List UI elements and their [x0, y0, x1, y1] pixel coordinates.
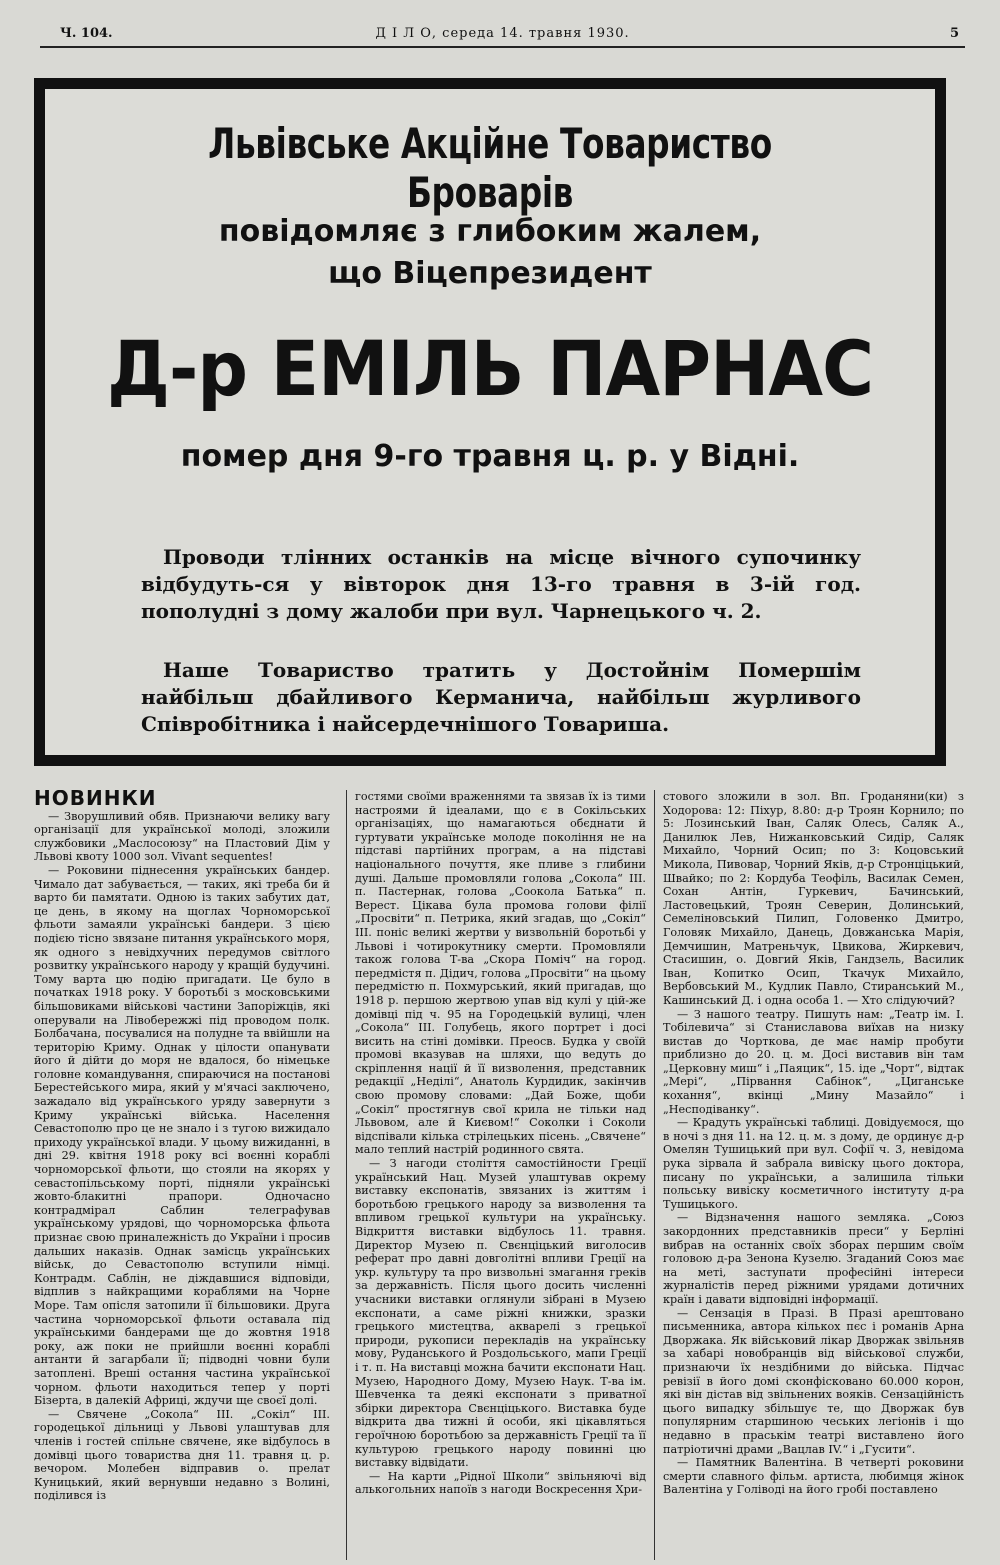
- news-column-2: [346, 790, 646, 1560]
- announcement-text: [45, 211, 935, 295]
- news-item: — З нагоди століття самостійности Греції український Нац. Музей улаштував окрему виставку експонатів, звязаних із життям і боротьбою грецького народу за визволення та впливом грецької культури на українську. Відкриття виставки відбулось 11. травня. Директор Музею п. Свєнціцький виголосив реферат про давні довголітні впливи Греції на укр. культуру та про визвольні змагання греків за державність. Після цього досить численні учасники виставки оглянули зібрані в Музею експонати, а саме ріжні книжки, зразки грецького мистецтва, акварелі з грецької природи, рукописи перекладів на українську мову, Руданського й Роздольського, мапи Греції і т. п. На виставці можна бачити експонати Нац. Музею, Народного Дому, Музею Наук. Т-ва ім. Шевченка та деякі експонати з приватної збірки директора Свєнціцького. Виставка буде відкрита два тижні й особи, які цікавляться героїчною боротьбою за державність Греції та її культурою грецького народу повинні цю виставку відвідати.: [355, 1157, 646, 1470]
- company-name: Львівське Акційне Товариство Броварів: [208, 119, 772, 217]
- news-item: — На карти „Рідної Школи“ звільняючі від алькогольних напоїв з нагоди Воскресення Хри-: [355, 1469, 646, 1497]
- news-item: — Роковини піднесення українських бандер. Чимало дат забувається, — таких, які треба би й варто би памятати. Одною із таких забутих дат, це день, в якому на щоглах Чорноморської фльоти замаяли українські бандери. З цією подією тісно звязане питання українського моря, як одного з невідхучних передумов світлого розвитку українського народу у кращій будучині. Тому варта цю подію пригадати. Це було в початках 1918 року. У боротьбі з московськими більшовиками військові частини Запоріжців, які оперували на Лівобережжі під проводом полк. Болбачана, посувалися на полудне та ввійшли на територію Криму. Однак у цілости опанувати його й дійти до моря не вдалося, бо німецьке головне командування, спираючися на постанові Берестейського мира, який у м'ячасі заключено, зажадало від українського уряду завернути з Криму українські війська. Населення Севастополю про це не знало і з тугою вижидало приходу української влади. У цьому вижиданні, в дні 29. квітня 1918 року всі воєнні кораблі чорноморської фльоти, що стояли на якорях у севастопільському порті, підняли українські жовто-блакитні прапори. Одночасно контрадмірал Саблин телеграфував українському урядові, що чорноморська фльота признає свою приналежність до України і просив дальших наказів. Однак замісць українських військ, до Севастополю вступили німці. Контрадм. Саблін, не діждавшися відповіди, відплив з найкращими кораблями на Чорне Море. Там опісля затопили її більшовики. Друга частина чорноморської фльоти оставала під українськими бандерами ще до жовтня 1918 року, аж поки не прийшли воєнні кораблі антанти й загарбали її; підводні човни були затоплені. Вреші остання частина української чорном. фльоти находиться тепер у порті Бізерта, в далекій Африці, ждучи ще своєї долі.: [34, 863, 330, 1408]
- masthead-date: Д І Л О, середа 14. травня 1930.: [375, 26, 630, 41]
- death-notice: помер дня 9-го травня ц. р. у Відні.: [180, 439, 800, 474]
- tribute-text: Наше Товариство тратить у Достойнім Помершім найбільш дбайливого Керманича, найбільш журливого Співробітника і найсердечнішого Товариша.: [141, 658, 861, 736]
- obituary-advertisement: [34, 78, 946, 766]
- deceased-name: Д-р ЕМІЛЬ ПАРНАС: [106, 324, 874, 413]
- news-item: — Крадуть українські таблиці. Довідуємося, що в ночі з дня 11. на 12. ц. м. з дому, де ординує д-р Омелян Тушицький при вул. Софії ч. 3, невідома рука зірвала й забрала вивіску цього доктора, писану по українськи, а залишила тільки польську вивіску косметичного інституту д-ра Тушицького.: [663, 1116, 964, 1211]
- page-header: [40, 24, 965, 48]
- news-item: — Свячене „Сокола“ ІІІ. „Сокіл“ ІІІ. городецької дільниці у Львові улаштував для членів і гостей спільне свячене, яке відбулось в домівці цього товариства дня 11. травня ц. р. вечором. Молебен відправив о. прелат Куницький, який вернувши недавно з Волині, поділився із: [34, 1407, 330, 1503]
- news-item: — Сензація в Празі. В Празі арештовано письменника, автора кількох пєс і романів Арна Дворжака. Як військовий лікар Дворжак звільняв за хабарі новобранців від військової служби, признаючи їх нездібними до війська. Підчас ревізії в його домі сконфісковано 60.000 корон, які він дістав від звільнених вояків. Сензаційність цього випадку збільшує те, що Дворжак був популярним старшиною чеських легіонів і що недавно в праськім театрі виставлено його патріотичні драми „Вацлав IV.“ і „Гусити“.: [663, 1306, 964, 1456]
- issue-number: Ч. 104.: [60, 26, 113, 41]
- section-title: НОВИНКИ: [34, 790, 157, 810]
- news-item: стового зложили в зол. Вп. Гроданяни(ки) з Ходорова: 12: Піхур, 8.80: д-р Троян Корнило; по 5: Лозинський Іван, Саляк Олесь, Саляк А., Данилюк Лев, Нижанковський Сидір, Саляк Михайло, Чорний Осип; по 3: Коцовський Микола, Пивовар, Чорний Яків, д-р Стронціцький, Швайко; по 2: Кордуба Теофіль, Василак Семен, Сохан Антін, Гуркевич, Бачинський, Ластовецький, Троян Северин, Долинський, Семеліновський Пилип, Головенко Дмитро, Головяк Михайло, Данець, Довжанська Марія, Демчишин, Матреньчук, Цвикова, Жиркевич, Стасишин, о. Довгий Яків, Гандзель, Василик Іван, Копитко Осип, Ткачук Михайло, Вербовський М., Кудлик Павло, Стиранський М., Кашинський Д. і одна особа 1. — Хто слідуючий?: [663, 790, 964, 1007]
- news-item: — Зворушливий обяв. Признаючи велику вагу організації для української молоді, зложили службовики „Маслосоюзу“ на Пластовий Дім у Львові квоту 1000 зол. Vivant sequentes!: [34, 809, 330, 864]
- page-number: 5: [949, 26, 959, 41]
- news-item: — Памятник Валентіна. В четверті роковини смерти славного фільм. артиста, любимця жінок Валентіна у Голіводі на його гробі поставлено: [663, 1456, 964, 1497]
- news-column-1: [34, 790, 330, 1560]
- news-columns: [34, 790, 964, 1560]
- announcement-line-1: повідомляє з глибоким жалем,: [218, 214, 762, 249]
- news-column-3: [654, 790, 964, 1560]
- news-item: — Відзначення нашого земляка. „Союз закордонних представників преси“ у Берліні вибрав на останніх своїх зборах першим своїм головою д-ра Зенона Кузелю. Згаданий Союз має на меті, заступати професійні інтереси журналістів перед ріжними урядами дотичних країн і давати відповідні інформації.: [663, 1211, 964, 1306]
- news-item: — З нашого театру. Пишуть нам: „Театр ім. І. Тобілевича“ зі Станиславова виїхав на низку вистав до Чорткова, де має намір пробути приблизно до 20. ц. м. Досі виставив він там „Церковну миш“ і „Паяцик“, 15. іде „Чорт“, відтак „Мері“, „Пірвання Сабінок“, „Циганське кохання“, вкінці „Мину Мазайло“ і „Несподіванку“.: [663, 1007, 964, 1116]
- funeral-details: Проводи тлінних останків на місце вічного супочинку відбудуть-ся у вівторок дня 13-го травня в 3-ій год. пополудні з дому жалоби при вул. Чарнецького ч. 2.: [141, 545, 861, 623]
- news-item: гостями своїми враженнями та звязав їх із тими настроями й ідеалами, що є в Сокільських організаціях, що намагаються обєднати й гуртувати українське молоде покоління не на підставі партійних програм, а на підставі національного почуття, яке пливе з глибини душі. Дальше промовляли голова „Сокола“ ІІІ. п. Пастернак, голова „Соокола Батька“ п. Верест. Цікава була промова голови філії „Просвіти“ п. Петрика, який згадав, що „Сокіл“ ІІІ. поніс великі жертви у визвольній боротьбі у Львові і чотирокутнику смерти. Промовляли також голова Т-ва „Скора Поміч“ на город. передмістя п. Дідич, голова „Просвіти“ на цьому передмістю п. Похмурський, який пригадав, що 1918 р. першою жертвою упав від кулі у цій-же домівці під ч. 95 на Городецькій вулиці, член „Сокола“ ІІІ. Голубець, якого портрет і досі висить на стіні домівки. Преосв. Будка у своїй промові вказував на шляхи, що ведуть до скріплення нації й її визволення, представник редакції „Неділі“, Анатоль Курдидик, закінчив свою промову словами: „Дай Боже, щоби „Сокіл“ простягнув свої крила не тільки над Львовом, але й Києвом!“ Соколки і Соколи відспівали кілька стрілецьких пісень. „Свячене“ мало теплий настрій родинного свята.: [355, 790, 646, 1157]
- announcement-line-2: що Віцепрезидент: [328, 256, 652, 291]
